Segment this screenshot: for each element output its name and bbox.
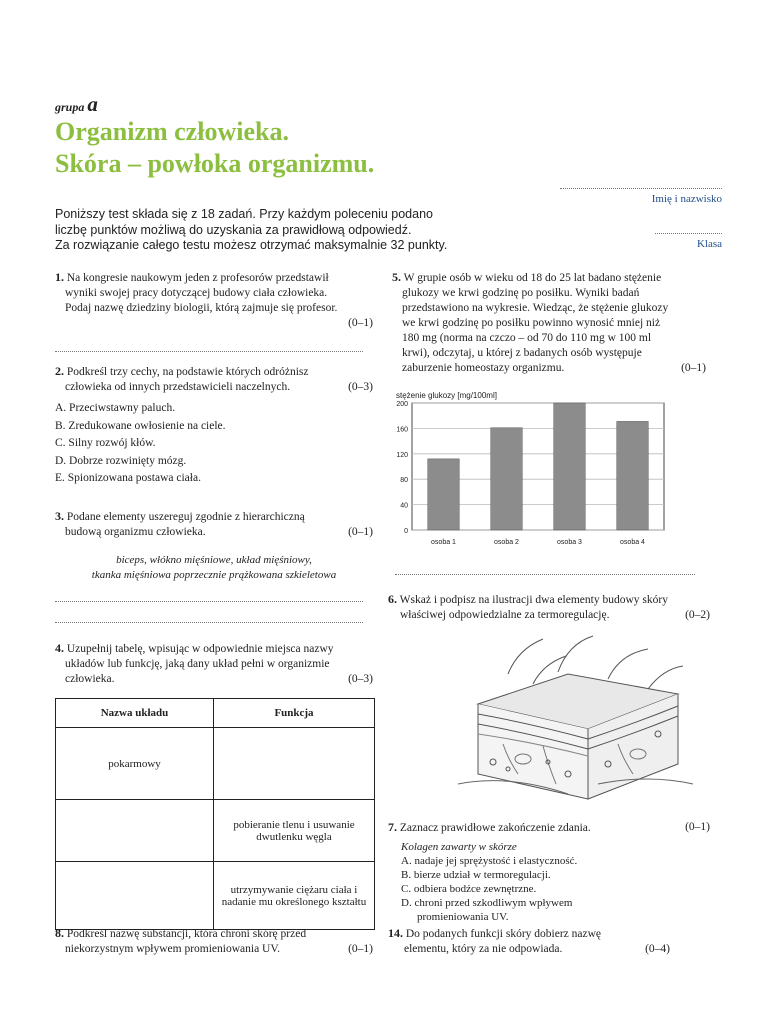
option-d[interactable]: D. Dobrze rozwinięty mózg. [55,454,187,467]
question-text: Podkreśl trzy cechy, na podstawie których odróżnisz [66,366,309,378]
question-3-items [55,553,373,583]
title-line-1: Organizm człowieka. [55,117,289,146]
question-text: Zaznacz prawidłowe zakończenie zdania. [399,822,591,834]
question-2-options [55,400,355,488]
question-text: Wskaż i podpisz na ilustracji dwa elementy budowy skóry [399,594,668,606]
question-text: Uzupełnij tabelę, wpisując w odpowiednie miejsca nazwy [66,643,334,655]
y-tick-label: 200 [396,401,408,408]
table-cell: pokarmowy [56,728,214,800]
question-text: właściwej odpowiedzialne za termoregulację. [400,609,610,621]
question-7 [388,820,710,836]
answer-line[interactable] [55,622,363,623]
question-6 [388,592,710,623]
x-tick-label: osoba 2 [494,539,519,546]
points: (0–2) [685,609,710,621]
question-text: glukozy we krwi godzinę po posiłku. Wyniki badań [402,287,640,299]
question-text: zaburzenie homeostazy organizmu. [402,362,565,374]
intro-text [55,207,475,254]
items-line: biceps, włókno mięśniowe, układ mięśniowy, [116,554,312,566]
chart-bars [428,403,649,530]
question-number: 8. [55,926,64,940]
y-tick-label: 80 [400,477,408,485]
name-label: Imię i nazwisko [651,193,722,205]
question-text: elementu, który za nie odpowiada. [404,943,563,955]
question-text: człowieka. [65,673,115,685]
table-row [56,800,375,862]
intro-line: Za rozwiązanie całego testu możesz otrzymać maksymalnie 32 punkty. [55,238,448,252]
table-header-row [56,699,375,728]
column-header: Nazwa układu [56,699,214,728]
option-d-continued: promieniowania UV. [417,911,509,923]
question-number: 14. [388,926,403,940]
glucose-chart [378,386,678,556]
intro-line: liczbę punktów możliwą do uzyskania za prawidłową odpowiedź. [55,222,412,237]
table-cell-empty[interactable] [214,728,375,800]
items-line: tkanka mięśniowa poprzecznie prążkowana szkieletowa [91,569,337,581]
systems-table [55,698,375,930]
group-letter: a [87,92,98,116]
bar-osoba-4 [617,421,649,530]
table-row [56,728,375,800]
bar-osoba-3 [554,403,586,530]
question-text: Podaj nazwę dziedziny biologii, którą zajmuje się profesor. [65,302,338,314]
question-1 [55,270,373,332]
question-text: krwi), odczytaj, u której z badanych osób występuje [402,347,642,359]
question-number: 6. [388,592,397,606]
table-cell-empty[interactable] [56,800,214,862]
points: (0–1) [348,526,373,538]
question-text: wyniki swojej pracy dotyczącej budowy ciała człowieka. [65,287,328,299]
question-3 [55,509,373,540]
question-text: Do podanych funkcji skóry dobierz nazwę [405,928,601,940]
option-e[interactable]: E. Spionizowana postawa ciała. [55,472,201,484]
intro-line: Poniższy test składa się z 18 zadań. Przy każdym poleceniu podano [55,207,433,221]
question-text: W grupie osób w wieku od 18 do 25 lat badano stężenie [403,272,662,284]
skin-cross-section-illustration[interactable] [448,634,698,804]
question-text: układów lub funkcję, jaką dany układ pełni w organizmie [65,658,330,670]
question-2 [55,364,373,395]
question-number: 7. [388,820,397,834]
question-number: 4. [55,641,64,655]
option-d[interactable]: D. chroni przed szkodliwym wpływem [401,897,573,909]
bar-osoba-2 [491,428,523,530]
question-number: 5. [392,270,401,284]
y-tick-label: 40 [400,502,408,510]
option-b[interactable]: B. bierze udział w termoregulacji. [401,869,551,881]
title-line-2: Skóra – powłoka organizmu. [55,149,375,178]
x-tick-label: osoba 1 [431,539,456,546]
question-text: Podane elementy uszereguj zgodnie z hierarchiczną [66,511,305,523]
class-label: Klasa [696,238,722,250]
question-text: człowieka od innych przedstawicieli naczelnych. [65,381,291,393]
points: (0–1) [348,943,373,955]
points: (0–1) [685,821,710,833]
question-text: niekorzystnym wpływem promieniowania UV. [65,943,281,955]
question-text: Podkreśl nazwę substancji, która chroni skórę przed [66,928,307,940]
name-field[interactable] [560,188,722,189]
option-c[interactable]: C. Silny rozwój kłów. [55,437,156,449]
question-text: Na kongresie naukowym jeden z profesorów przedstawił [66,272,329,284]
option-a[interactable]: A. nadaje jej sprężystość i elastyczność. [401,855,578,867]
x-tick-label: osoba 4 [620,539,645,546]
points: (0–3) [348,381,373,393]
option-a[interactable]: A. Przeciwstawny paluch. [55,402,176,414]
y-tick-label: 160 [396,426,408,434]
table-row [56,862,375,930]
option-c[interactable]: C. odbiera bodźce zewnętrzne. [401,883,537,895]
points: (0–3) [348,673,373,685]
question-text: we krwi godzinę po posiłku powinno wynosić mniej niż [402,317,661,329]
answer-line[interactable] [395,574,695,575]
points: (0–4) [645,943,670,955]
question-8 [55,926,373,957]
question-4 [55,641,373,687]
table-cell-empty[interactable] [56,862,214,930]
column-header: Funkcja [214,699,375,728]
y-tick-label: 0 [404,528,408,535]
table-cell: utrzymywanie ciężaru ciała i nadanie mu określonego kształtu [214,862,375,930]
page-title [55,116,374,180]
question-text: 180 mg (norma na czczo – od 70 do 110 mg w 100 ml [402,332,652,344]
question-number: 2. [55,364,64,378]
points: (0–1) [348,317,373,329]
question-number: 3. [55,509,64,523]
question-text: budową organizmu człowieka. [65,526,206,538]
group-label [55,92,98,117]
chart-title: stężenie glukozy [mg/100ml] [396,391,497,400]
bar-osoba-1 [428,459,460,530]
answer-line[interactable] [55,601,363,602]
group-word: grupa [55,100,85,114]
option-b[interactable]: B. Zredukowane owłosienie na ciele. [55,419,226,432]
x-tick-label: osoba 3 [557,539,582,546]
table-cell: pobieranie tlenu i usuwanie dwutlenku węgla [214,800,375,862]
question-14 [388,926,670,957]
question-7-options [401,840,701,924]
answer-line[interactable] [55,351,363,352]
y-tick-label: 120 [396,451,408,459]
question-5 [392,270,706,376]
question-text: przedstawiono na wykresie. Wiedząc, że stężenie glukozy [402,302,669,314]
class-field[interactable] [655,233,722,234]
question-number: 1. [55,270,64,284]
points: (0–1) [681,362,706,374]
question-stem: Kolagen zawarty w skórze [401,841,517,853]
